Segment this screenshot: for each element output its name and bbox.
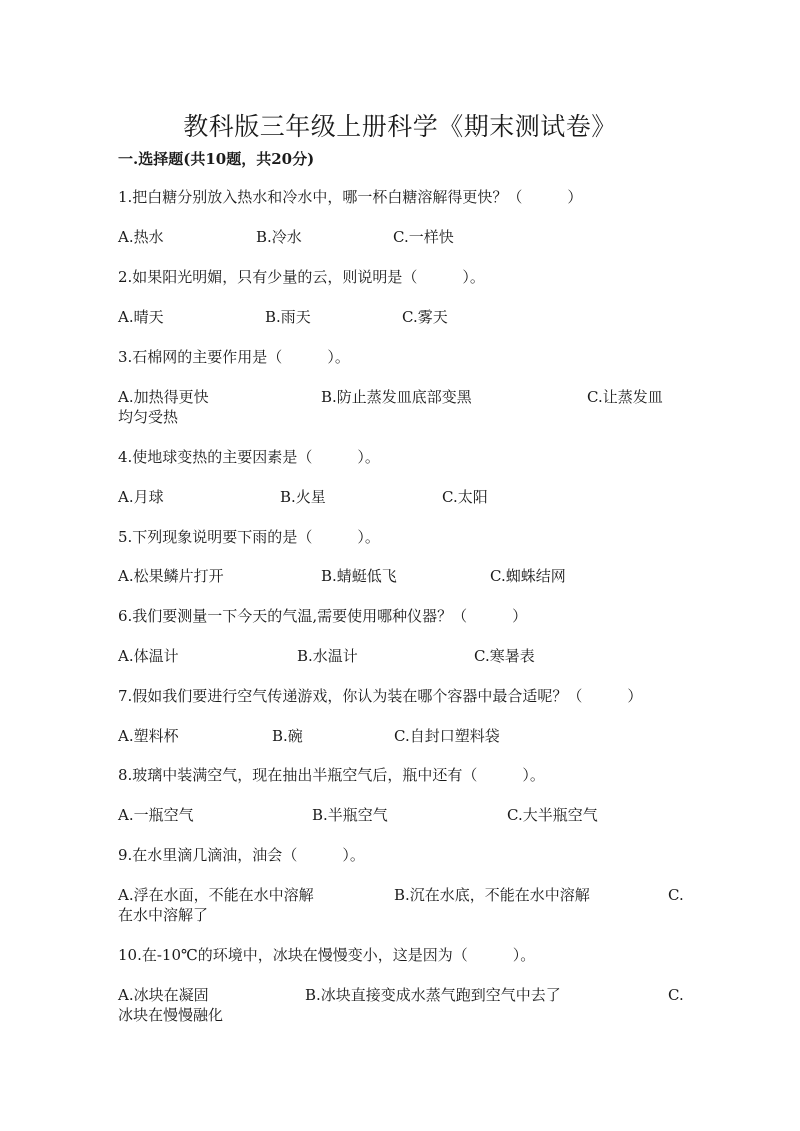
option-2a[interactable]: A.晴天 [118, 308, 164, 326]
options-9 [118, 885, 684, 929]
options-1 [118, 227, 684, 271]
option-7c[interactable]: C.自封口塑料袋 [394, 727, 500, 745]
question-3: 3.石棉网的主要作用是（ ）。 [118, 348, 350, 366]
option-3c[interactable]: C.让蒸发皿 [587, 388, 663, 406]
options-6 [118, 646, 684, 690]
option-8a[interactable]: A.一瓶空气 [118, 806, 194, 824]
option-10a[interactable]: A.冰块在凝固 [118, 986, 209, 1004]
options-2 [118, 307, 684, 351]
question-9: 9.在水里滴几滴油，油会（ ）。 [118, 846, 365, 864]
option-4c[interactable]: C.太阳 [442, 488, 488, 506]
options-10 [118, 985, 684, 1029]
option-8c[interactable]: C.大半瓶空气 [507, 806, 598, 824]
option-9b[interactable]: B.沉在水底，不能在水中溶解 [394, 886, 590, 904]
question-1: 1.把白糖分别放入热水和冷水中，哪一杯白糖溶解得更快？（ ） [118, 188, 583, 206]
option-10c[interactable]: C. [668, 986, 684, 1004]
question-6: 6.我们要测量一下今天的气温,需要使用哪种仪器？（ ） [118, 607, 528, 625]
options-7 [118, 726, 684, 770]
option-5b[interactable]: B.蜻蜓低飞 [321, 567, 397, 585]
options-5 [118, 566, 684, 610]
option-1b[interactable]: B.冷水 [256, 228, 302, 246]
question-4: 4.使地球变热的主要因素是（ ）。 [118, 448, 380, 466]
question-8: 8.玻璃中装满空气，现在抽出半瓶空气后，瓶中还有（ ）。 [118, 766, 545, 784]
option-6a[interactable]: A.体温计 [118, 647, 179, 665]
question-7: 7.假如我们要进行空气传递游戏，你认为装在哪个容器中最合适呢？（ ） [118, 687, 643, 705]
option-10c-continuation[interactable]: 冰块在慢慢融化 [118, 1006, 224, 1024]
option-7b[interactable]: B.碗 [272, 727, 303, 745]
option-5a[interactable]: A.松果鳞片打开 [118, 567, 224, 585]
option-3a[interactable]: A.加热得更快 [118, 388, 209, 406]
option-6c[interactable]: C.寒暑表 [474, 647, 535, 665]
options-4 [118, 487, 684, 531]
option-9a[interactable]: A.浮在水面，不能在水中溶解 [118, 886, 314, 904]
question-10: 10.在-10℃的环境中，冰块在慢慢变小，这是因为（ ）。 [118, 946, 536, 964]
exam-title: 教科版三年级上册科学《期末测试卷》 [183, 111, 617, 141]
option-3b[interactable]: B.防止蒸发皿底部变黑 [321, 388, 472, 406]
option-1c[interactable]: C.一样快 [393, 228, 454, 246]
option-5c[interactable]: C.蜘蛛结网 [490, 567, 566, 585]
question-5: 5.下列现象说明要下雨的是（ ）。 [118, 528, 380, 546]
option-9c[interactable]: C. [668, 886, 684, 904]
option-4b[interactable]: B.火星 [280, 488, 326, 506]
option-10b[interactable]: B.冰块直接变成水蒸气跑到空气中去了 [305, 986, 561, 1004]
option-8b[interactable]: B.半瓶空气 [312, 806, 388, 824]
section-heading: 一.选择题(共10题，共20分) [118, 150, 315, 168]
option-6b[interactable]: B.水温计 [297, 647, 358, 665]
options-3 [118, 387, 684, 431]
question-2: 2.如果阳光明媚，只有少量的云，则说明是（ ）。 [118, 268, 485, 286]
option-3c-continuation[interactable]: 均匀受热 [118, 408, 179, 426]
option-2c[interactable]: C.雾天 [402, 308, 448, 326]
option-7a[interactable]: A.塑料杯 [118, 727, 179, 745]
option-2b[interactable]: B.雨天 [265, 308, 311, 326]
option-9c-continuation[interactable]: 在水中溶解了 [118, 906, 209, 924]
options-8 [118, 805, 684, 849]
option-1a[interactable]: A.热水 [118, 228, 164, 246]
option-4a[interactable]: A.月球 [118, 488, 164, 506]
